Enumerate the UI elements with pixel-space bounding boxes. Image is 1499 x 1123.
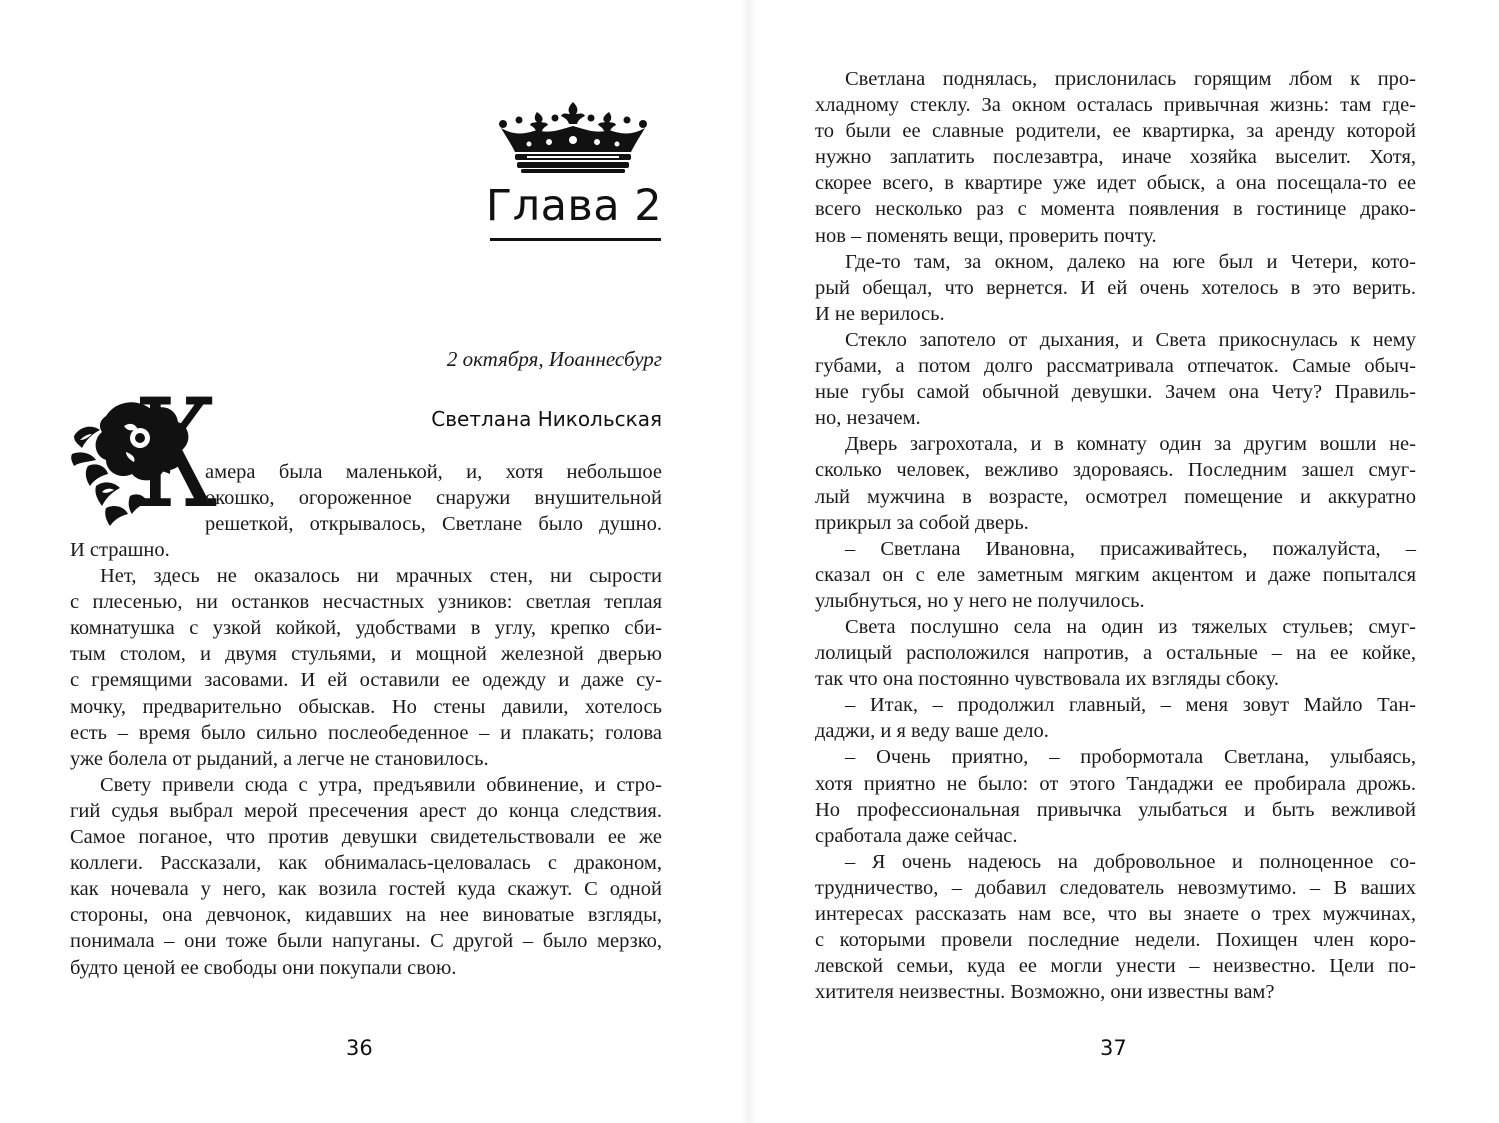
text-line: Свету привели сюда с утра, предъявили обвинение, и стро- [100,773,662,796]
text-line: Где-то там, за окном, далеко на юге был и Четери, кото- [845,250,1416,273]
text-line: Нет, здесь не оказалось ни мрачных стен, ни сырости [100,565,662,588]
right-body-text [815,66,1416,1005]
text-line: с которыми провели последние недели. Похищен член коро- [815,929,1416,952]
text-line: мочку, предварительно обыскав. Но стены давили, хотелось [70,695,662,718]
text-line: коллеги. Рассказали, как обнималась-целовалась с драконом, [70,852,662,875]
text-line: окошко, огороженное снаружи внушительной [205,487,662,510]
text-line: но, незачем. [815,407,921,430]
text-line: сказал он с еле заметным мягким акцентом и даже попытался [815,563,1416,586]
text-line: сработала даже сейчас. [815,824,1018,847]
text-line: с гремящими засовами. И ей оставили ее одежду и даже су- [70,669,662,692]
text-line: левской семьи, куда ее могли унести – неизвестно. Цели по- [815,955,1416,978]
text-line: – Светлана Ивановна, присаживайтесь, пожалуйста, – [845,537,1416,560]
text-line: есть – время было сильно послеобеденное – и плакать; голова [70,721,662,744]
text-line: хотя приятно не было: от этого Тандаджи ее пробирала дрожь. [815,772,1416,795]
text-line: всего несколько раз с момента появления в гостинице драко- [815,198,1416,221]
text-line: – Я очень надеюсь на добровольное и полноценное со- [845,850,1416,873]
text-line: прикрыл за собой дверь. [815,511,1029,534]
text-line: рый обещал, что вернется. И ей очень хотелось в это верить. [815,276,1416,299]
text-line: И страшно. [70,539,170,561]
text-line: – Очень приятно, – пробормотала Светлана, улыбаясь, [845,746,1416,769]
text-line: сколько человек, вежливо здороваясь. Последним зашел смуг- [815,459,1416,482]
text-line: Стекло запотело от дыхания, и Света прикоснулась к нему [845,328,1416,351]
text-line: тым столом, и двумя стульями, и мощной железной дверью [70,643,662,666]
chapter-divider [490,238,661,241]
text-line: амера была маленькой, и, хотя небольшое [205,461,662,483]
text-line: лолицый расположился напротив, а остальные – на ее койке, [815,642,1416,665]
text-line: даджи, и я веду ваше дело. [815,720,1049,743]
text-line: как ночевала у него, как возила гостей куда скажут. С одной [70,878,662,901]
text-line: губами, а потом долго рассматривала отпечаток. Самые обыч- [815,355,1416,378]
text-line: гий судья выбрал мерой пресечения арест до конца следствия. [70,799,662,822]
page-number-right: 37 [1100,1036,1127,1060]
text-line: решеткой, открывалось, Светлане было душно. [205,513,662,536]
text-line: Но профессиональная привычка улыбаться и быть вежливой [815,798,1416,821]
text-line: Самое поганое, что против девушки свидетельствовали ее же [70,826,662,849]
text-line: с плесенью, ни останков несчастных узников: светлая теплая [70,591,662,614]
text-line: лый мужчина в возрасте, осмотрел помещение и аккуратно [815,485,1416,508]
text-line: – Итак, – продолжил главный, – меня зовут Майло Тан- [845,694,1416,717]
text-line: трудничество, – добавил следователь невозмутимо. – В ваших [815,876,1416,899]
crown-icon [497,100,649,174]
page-number-left: 36 [346,1036,373,1060]
text-line: Светлана поднялась, прислонилась горящим лбом к про- [845,68,1416,90]
text-line: Света послушно села на один из тяжелых стульев; смуг- [845,615,1416,638]
text-line: скорее всего, в квартире уже идет обыск, а она посещала-то ее [815,172,1416,195]
text-line: И не верилось. [815,302,945,325]
text-line: хитителя неизвестны. Возможно, они известны вам? [815,981,1275,1004]
drop-cap-letter: К [134,368,218,542]
opening-paragraph [205,459,662,537]
section-heading: Светлана Никольская [431,407,662,431]
text-line: так что она постоянно чувствовала их взгляды сбоку. [815,668,1279,691]
text-line: хладному стеклу. За окном осталась привычная жизнь: там где- [815,94,1416,117]
text-line: улыбнуться, но у него не получилось. [815,589,1145,612]
text-line: нужно заплатить послезавтра, иначе хозяйка выселит. Хотя, [815,146,1416,169]
text-line: нов – поменять вещи, проверить почту. [815,224,1157,247]
text-line: ные губы самой обычной девушки. Зачем она Чету? Правиль- [815,381,1416,404]
text-line: Дверь загрохотала, и в комнату один за другим вошли не- [845,433,1416,456]
text-line: интересах рассказать нам все, что вы знаете о трех мужчинах, [815,903,1416,925]
text-line: комнатушка с узкой койкой, удобствами в углу, крепко сби- [70,617,662,640]
text-line: будто ценой ее свободы они покупали свою. [70,956,457,979]
text-line: стороны, она девчонок, кидавших на нее виноватые взгляды, [70,904,662,927]
text-line: уже болела от рыданий, а легче не становилось. [70,747,489,770]
text-line: понимала – они тоже были напуганы. С другой – было мерзко, [70,930,662,953]
text-line: то были ее славные родители, ее квартирка, за аренду которой [815,120,1416,143]
left-body-text [70,537,662,981]
chapter-title: Глава 2 [485,181,663,231]
dateline: 2 октября, Иоаннесбург [446,347,662,371]
